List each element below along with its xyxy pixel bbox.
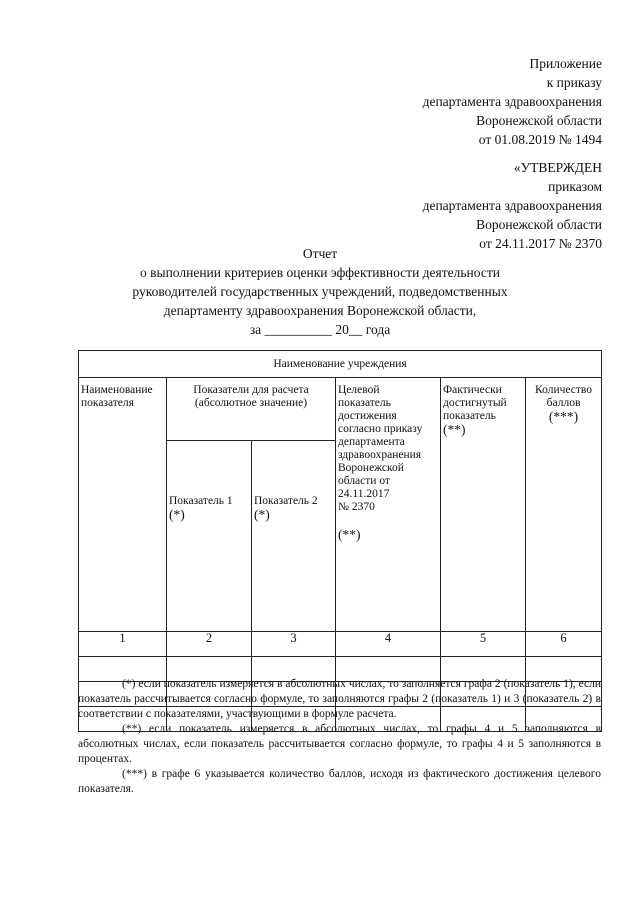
approval-line: от 24.11.2017 № 2370 <box>479 236 602 251</box>
appendix-line: Приложение <box>529 56 602 71</box>
appendix-line: к приказу <box>546 75 602 90</box>
institution-header-cell <box>79 351 602 378</box>
footnote-3: (***) в графе 6 указывается количество баллов, исходя из фактического достижения целевого показателя. <box>78 768 601 795</box>
report-table <box>78 350 602 732</box>
footnote-2: (**) если показатель измеряется в абсолютных числах, то графы 4 и 5 заполняются в абсолютных числах, если показатель рассчитывается согласно формуле, то графы 4 и 5 заполняются в процентах. <box>78 723 601 765</box>
calc-indicators-header: Показатели для расчета (абсолютное значение) <box>167 378 336 441</box>
document-title <box>0 244 640 339</box>
column-numbers-row <box>79 632 602 657</box>
title-line: Отчет <box>302 246 338 261</box>
indicator1-mark: (*) <box>169 507 185 522</box>
column-number: 5 <box>441 632 526 657</box>
title-line: руководителей государственных учреждений, подведомственных <box>132 284 508 299</box>
column-number: 1 <box>79 632 167 657</box>
appendix-line: департамента здравоохранения <box>422 94 602 109</box>
actual-indicator-header: Фактически достигнутый показатель (**) <box>441 378 526 632</box>
points-mark: (***) <box>548 409 579 424</box>
column-number: 3 <box>252 632 336 657</box>
appendix-line: Воронежской области <box>476 113 602 128</box>
title-line: департаменту здравоохранения Воронежской области, <box>163 303 477 318</box>
indicator2-mark: (*) <box>254 507 270 522</box>
title-line: о выполнении критериев оценки эффективности деятельности <box>140 265 500 280</box>
approval-line: Воронежской области <box>476 217 602 232</box>
approval-line: приказом <box>548 179 602 194</box>
target-indicator-mark: (**) <box>338 527 361 542</box>
indicator2-header: Показатель 2 (*) <box>252 441 336 632</box>
title-period-line: за __________ 20__ года <box>249 322 391 337</box>
footnote-1: (*) если показатель измеряется в абсолютных числах, то заполняется графа 2 (показатель 1), если показатель рассчитывается согласно формуле, то заполняются графы 2 (показатель 1) и 3 (показатель 2) в соответствии с показателями, участвующими в формуле расчета. <box>78 678 601 720</box>
indicator1-header: Показатель 1 (*) <box>167 441 252 632</box>
column-number: 4 <box>336 632 441 657</box>
approval-line: департамента здравоохранения <box>422 198 602 213</box>
actual-indicator-mark: (**) <box>443 422 466 437</box>
column-number: 6 <box>526 632 602 657</box>
points-header: Количество баллов (***) <box>526 378 602 632</box>
column-number: 2 <box>167 632 252 657</box>
appendix-header <box>423 54 602 149</box>
indicator-name-header: Наименование показателя <box>79 378 167 632</box>
footnotes <box>78 677 601 797</box>
target-indicator-header: Целевой показатель достижения согласно приказу департамента здравоохранения Воронежской области от 24.11.2017 № 2370 (**) <box>336 378 441 632</box>
approval-header <box>423 158 602 253</box>
appendix-line: от 01.08.2019 № 1494 <box>478 132 602 147</box>
approval-line: «УТВЕРЖДЕН <box>513 160 602 175</box>
institution-header: Наименование учреждения <box>273 357 407 370</box>
